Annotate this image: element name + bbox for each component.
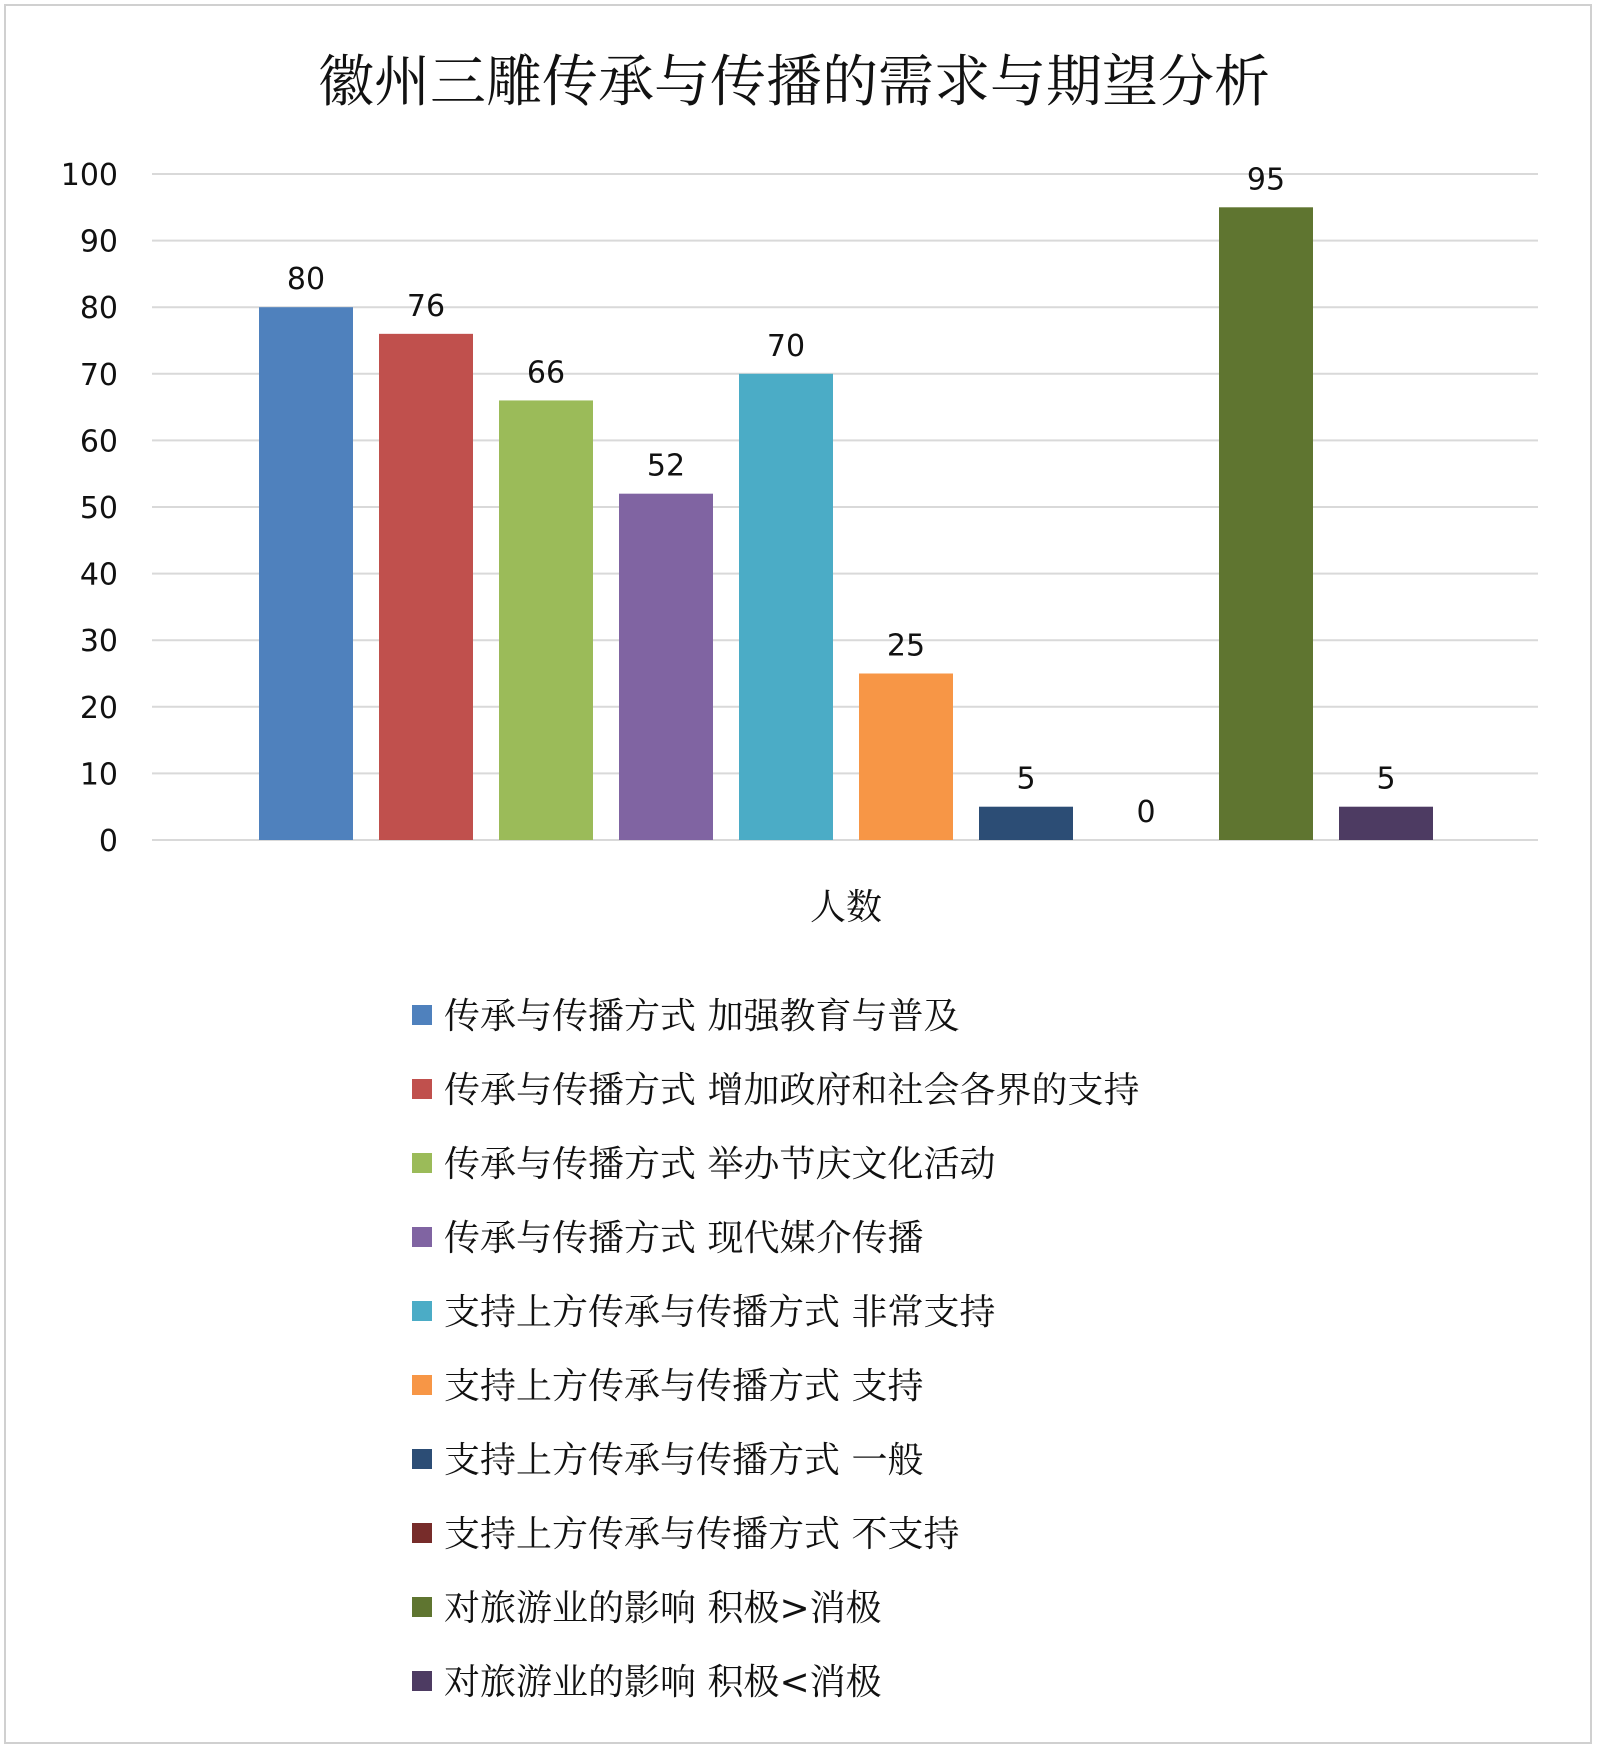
y-tick-label: 30 [79, 624, 118, 660]
category-label: 人数 [809, 887, 883, 928]
data-label: 5 [1376, 761, 1396, 797]
legend-label: 对旅游业的影响 积极>消极 [444, 1588, 882, 1629]
legend-swatch [412, 1227, 432, 1247]
legend-label: 支持上方传承与传播方式 非常支持 [444, 1292, 996, 1333]
y-tick-label: 10 [79, 757, 118, 793]
y-tick-label: 80 [79, 291, 118, 327]
legend-label: 支持上方传承与传播方式 支持 [444, 1366, 924, 1407]
legend-label: 支持上方传承与传播方式 不支持 [444, 1514, 960, 1555]
data-label: 66 [526, 355, 566, 391]
data-label: 76 [406, 288, 446, 324]
data-label: 80 [286, 262, 326, 298]
legend-swatch [412, 1079, 432, 1099]
bar [379, 334, 473, 840]
legend-item [412, 1662, 882, 1703]
bar [499, 400, 593, 840]
legend-label: 传承与传播方式 增加政府和社会各界的支持 [444, 1070, 1140, 1111]
legend-swatch [412, 1523, 432, 1543]
legend-label: 传承与传播方式 加强教育与普及 [444, 996, 960, 1037]
legend-item [412, 1070, 1139, 1111]
data-label: 5 [1016, 761, 1036, 797]
bar [1339, 807, 1433, 840]
legend [412, 996, 1139, 1703]
y-tick-label: 90 [79, 224, 118, 260]
data-label: 52 [646, 448, 686, 484]
chart-title: 徽州三雕传承与传播的需求与期望分析 [318, 50, 1270, 115]
y-tick-label: 70 [79, 357, 118, 393]
legend-swatch [412, 1597, 432, 1617]
y-tick-label: 100 [60, 158, 118, 193]
data-label: 70 [766, 328, 806, 364]
bar [259, 307, 353, 840]
bar [859, 674, 953, 841]
legend-label: 支持上方传承与传播方式 一般 [444, 1440, 924, 1481]
bar [1219, 207, 1313, 840]
legend-item [412, 1514, 959, 1555]
y-tick-label: 60 [79, 424, 118, 460]
legend-swatch [412, 1375, 432, 1395]
legend-swatch [412, 1449, 432, 1469]
legend-item [412, 1366, 923, 1407]
bar [739, 374, 833, 840]
legend-item [412, 1588, 882, 1629]
bar-chart [6, 6, 1590, 1742]
gridlines [152, 174, 1538, 840]
y-tick-label: 40 [79, 557, 118, 593]
legend-swatch [412, 1005, 432, 1025]
y-tick-label: 0 [98, 824, 118, 859]
bar [979, 807, 1073, 840]
data-label: 0 [1136, 795, 1156, 830]
legend-item [412, 996, 959, 1037]
legend-swatch [412, 1153, 432, 1173]
legend-item [412, 1292, 995, 1333]
legend-item [412, 1440, 923, 1481]
legend-label: 对旅游业的影响 积极<消极 [444, 1662, 882, 1703]
data-label: 95 [1246, 162, 1286, 198]
bar [619, 494, 713, 840]
legend-item [412, 1144, 995, 1185]
y-tick-label: 20 [79, 690, 118, 726]
legend-label: 传承与传播方式 现代媒介传播 [444, 1218, 924, 1259]
legend-label: 传承与传播方式 举办节庆文化活动 [444, 1144, 996, 1185]
y-tick-label: 50 [79, 491, 118, 526]
legend-swatch [412, 1671, 432, 1691]
y-axis-ticks [61, 158, 118, 859]
chart-frame [4, 4, 1592, 1744]
legend-swatch [412, 1301, 432, 1321]
data-label: 25 [886, 628, 926, 664]
legend-item [412, 1218, 923, 1259]
